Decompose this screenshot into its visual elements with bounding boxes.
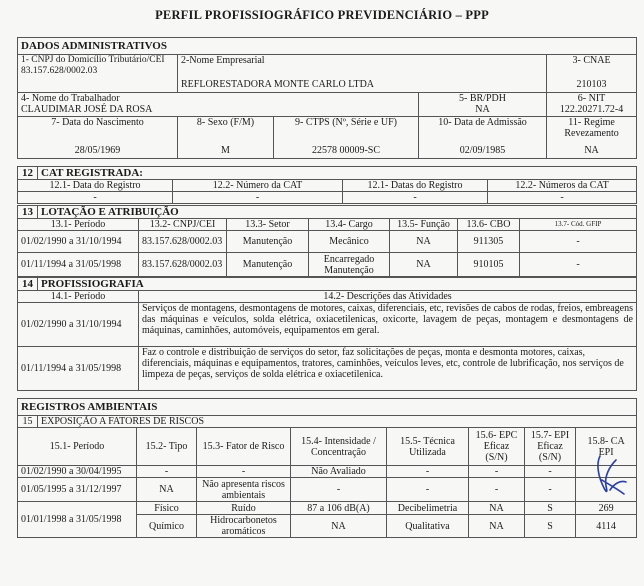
lotacao-heading: LOTAÇÃO E ATRIBUIÇÃO xyxy=(38,206,637,219)
lotacao-col-periodo: 13.1- Período xyxy=(18,219,139,231)
profissiografia-descricao: Serviços de montagens, desmontagens de motores, caixas, diferenciais, etc, revisões de cabos de rodas, freios, embreagens das máquinas e veículos, solda elétrica, oxiacetilenicas, oxicorte, lavagem de peças, montagem e desmontagens de máquinas, caminhões, automóveis, equipamentos em geral. xyxy=(139,303,637,347)
br-label: 5- BR/PDH xyxy=(459,93,506,104)
document-title: PERFIL PROFISSIOGRÁFICO PREVIDENCIÁRIO – PPP xyxy=(155,8,489,22)
registros-col-fator: 15.3- Fator de Risco xyxy=(197,428,291,466)
registros-tipo: NA xyxy=(137,478,197,502)
ctps-cell xyxy=(274,117,419,159)
registros-col-epc: 15.6- EPC Eficaz (S/N) xyxy=(469,428,525,466)
lotacao-setor: Manutenção xyxy=(227,231,309,253)
registros-tipo: Físico xyxy=(137,502,197,515)
sexo-cell xyxy=(178,117,274,159)
lotacao-funcao: NA xyxy=(390,253,458,277)
empresa-label: 2-Nome Empresarial xyxy=(181,55,265,66)
lotacao-col-cnpj: 13.2- CNPJ/CEI xyxy=(139,219,227,231)
lotacao-periodo: 01/02/1990 a 31/10/1994 xyxy=(18,231,139,253)
table-row xyxy=(18,303,637,347)
registros-fator: - xyxy=(197,466,291,478)
trabalhador-cell xyxy=(18,93,419,117)
registros-col-periodo: 15.1- Período xyxy=(18,428,137,466)
profissiografia-col-periodo: 14.1- Período xyxy=(18,291,139,303)
table-row xyxy=(18,253,637,277)
cat-header-4: 12.2- Números da CAT xyxy=(488,180,637,192)
cnae-label: 3- CNAE xyxy=(572,55,611,66)
cnpj-value: 83.157.628/0002.03 xyxy=(21,66,98,76)
lotacao-gfip: - xyxy=(520,253,637,277)
registros-tecnica: - xyxy=(387,478,469,502)
registros-tecnica: - xyxy=(387,466,469,478)
profissiografia-number: 14 xyxy=(18,278,38,291)
table-row xyxy=(18,466,637,478)
lotacao-col-cbo: 13.6- CBO xyxy=(458,219,520,231)
registros-fator: Ruído xyxy=(197,502,291,515)
admin-table xyxy=(17,37,637,159)
cnpj-label: 1- CNPJ do Domicílio Tributário/CEI xyxy=(21,55,165,65)
registros-table xyxy=(17,398,637,538)
profissiografia-periodo: 01/11/1994 a 31/05/1998 xyxy=(18,347,139,391)
registros-epc: NA xyxy=(469,515,525,538)
lotacao-cnpj: 83.157.628/0002.03 xyxy=(139,253,227,277)
trabalhador-label: 4- Nome do Trabalhador xyxy=(21,93,120,104)
registros-col-tecnica: 15.5- Técnica Utilizada xyxy=(387,428,469,466)
profissiografia-periodo: 01/02/1990 a 31/10/1994 xyxy=(18,303,139,347)
empresa-cell xyxy=(178,55,547,93)
cat-header-3: 12.1- Datas do Registro xyxy=(343,180,488,192)
lotacao-funcao: NA xyxy=(390,231,458,253)
registros-epc: NA xyxy=(469,502,525,515)
registros-epi: - xyxy=(525,478,576,502)
cat-heading: CAT REGISTRADA: xyxy=(38,167,637,180)
cnae-cell xyxy=(547,55,637,93)
registros-ca: 269 xyxy=(576,502,637,515)
registros-intensidade: NA xyxy=(291,515,387,538)
registros-intensidade: 87 a 106 dB(A) xyxy=(291,502,387,515)
registros-fator: Hidrocarbonetos aromáticos xyxy=(197,515,291,538)
nit-label: 6- NIT xyxy=(577,93,606,104)
profissiografia-table xyxy=(17,277,637,391)
lotacao-cargo: Mecânico xyxy=(309,231,390,253)
registros-heading: REGISTROS AMBIENTAIS xyxy=(18,399,637,416)
registros-col-intensidade: 15.4- Intensidade / Concentração xyxy=(291,428,387,466)
registros-subheading: EXPOSIÇÃO A FATORES DE RISCOS xyxy=(38,416,637,428)
registros-ca: - xyxy=(576,478,637,502)
cat-number: 12 xyxy=(18,167,38,180)
cat-table xyxy=(17,166,637,204)
table-row xyxy=(18,478,637,502)
trabalhador-value: CLAUDIMAR JOSÉ DA ROSA xyxy=(21,104,153,115)
registros-periodo: 01/02/1990 a 30/04/1995 xyxy=(18,466,137,478)
registros-epi: S xyxy=(525,515,576,538)
br-value: NA xyxy=(475,104,490,115)
admin-heading: DADOS ADMINISTRATIVOS xyxy=(18,38,637,55)
registros-number: 15 xyxy=(18,416,38,428)
regime-cell xyxy=(547,117,637,159)
nascimento-cell xyxy=(18,117,178,159)
nit-cell xyxy=(547,93,637,117)
lotacao-col-funcao: 13.5- Função xyxy=(390,219,458,231)
registros-tipo: - xyxy=(137,466,197,478)
cat-value-1: - xyxy=(18,192,173,204)
sexo-label: 8- Sexo (F/M) xyxy=(196,117,255,128)
ctps-value: 22578 00009-SC xyxy=(311,145,381,156)
admissao-value: 02/09/1985 xyxy=(459,145,506,156)
registros-intensidade: - xyxy=(291,478,387,502)
regime-value: NA xyxy=(584,145,599,156)
cat-value-2: - xyxy=(173,192,343,204)
empresa-value: REFLORESTADORA MONTE CARLO LTDA xyxy=(181,79,375,90)
lotacao-number: 13 xyxy=(18,206,38,219)
lotacao-setor: Manutenção xyxy=(227,253,309,277)
registros-col-ca: 15.8- CA EPI xyxy=(576,428,637,466)
nascimento-label: 7- Data do Nascimento xyxy=(51,117,144,128)
lotacao-cnpj: 83.157.628/0002.03 xyxy=(139,231,227,253)
profissiografia-col-descricao: 14.2- Descrições das Atividades xyxy=(139,291,637,303)
table-row xyxy=(18,347,637,391)
registros-intensidade: Não Avaliado xyxy=(291,466,387,478)
profissiografia-descricao: Faz o controle e distribuição de serviços do setor, faz solicitações de peças, monta e desmonta motores, caixas, diferenciais, máquinas e equipamentos, tratores, caminhões, veículos leves, etc, controle de lubrificação, nos serviços de limpeza de peças, serviços de solda elétrica e oxiacetilenica. xyxy=(139,347,637,391)
nascimento-value: 28/05/1969 xyxy=(74,145,121,156)
registros-col-epi: 15.7- EPI Eficaz (S/N) xyxy=(525,428,576,466)
registros-col-tipo: 15.2- Tipo xyxy=(137,428,197,466)
lotacao-table xyxy=(17,205,637,277)
admissao-cell xyxy=(419,117,547,159)
lotacao-periodo: 01/11/1994 a 31/05/1998 xyxy=(18,253,139,277)
registros-epi: - xyxy=(525,466,576,478)
lotacao-col-cargo: 13.4- Cargo xyxy=(309,219,390,231)
cat-value-4: - xyxy=(488,192,637,204)
handwritten-signature xyxy=(590,450,630,500)
table-row xyxy=(18,502,637,515)
registros-epc: - xyxy=(469,466,525,478)
registros-fator: Não apresenta riscos ambientais xyxy=(197,478,291,502)
lotacao-col-setor: 13.3- Setor xyxy=(227,219,309,231)
sexo-value: M xyxy=(221,145,230,156)
profissiografia-heading: PROFISSIOGRAFIA xyxy=(38,278,637,291)
registros-periodo: 01/05/1995 a 31/12/1997 xyxy=(18,478,137,502)
registros-ca: 4114 xyxy=(576,515,637,538)
registros-tecnica: Decibelimetria xyxy=(387,502,469,515)
lotacao-cbo: 911305 xyxy=(458,231,520,253)
nit-value: 122.20271.72-4 xyxy=(559,104,624,115)
registros-epc: - xyxy=(469,478,525,502)
regime-label: 11- Regime Revezamento xyxy=(564,117,619,139)
registros-epi: S xyxy=(525,502,576,515)
table-row xyxy=(18,231,637,253)
cat-value-3: - xyxy=(343,192,488,204)
lotacao-cargo: Encarregado Manutenção xyxy=(309,253,390,277)
cat-header-1: 12.1- Data do Registro xyxy=(18,180,173,192)
lotacao-col-gfip: 13.7- Cód. GFIP xyxy=(520,219,637,231)
cat-header-2: 12.2- Número da CAT xyxy=(173,180,343,192)
admissao-label: 10- Data de Admissão xyxy=(438,117,527,128)
cnpj-cell xyxy=(18,55,178,93)
ctps-label: 9- CTPS (Nº, Série e UF) xyxy=(295,117,397,128)
lotacao-gfip: - xyxy=(520,231,637,253)
br-cell xyxy=(419,93,547,117)
registros-tecnica: Qualitativa xyxy=(387,515,469,538)
registros-periodo: 01/01/1998 a 31/05/1998 xyxy=(18,502,137,538)
lotacao-cbo: 910105 xyxy=(458,253,520,277)
cnae-value: 210103 xyxy=(576,79,607,90)
registros-tipo: Químico xyxy=(137,515,197,538)
